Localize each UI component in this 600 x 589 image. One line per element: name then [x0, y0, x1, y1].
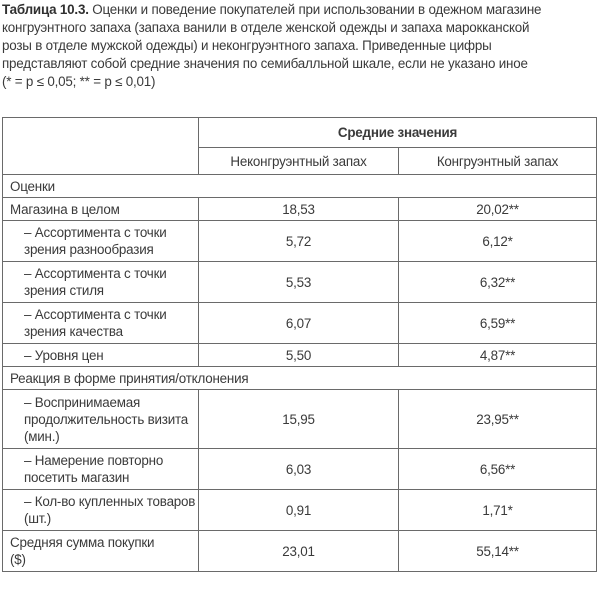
value-incongruent: 5,53: [199, 262, 399, 303]
row-label-line: – Ассортимента с точки: [24, 225, 167, 240]
value-congruent: 23,95**: [399, 390, 597, 449]
col-header-congruent: Конгруэнтный запах: [399, 148, 597, 175]
value-incongruent: 23,01: [199, 531, 399, 572]
row-label-line: ($): [10, 552, 26, 567]
value-congruent: 6,59**: [399, 303, 597, 344]
row-label-line: – Ассортимента с точки: [24, 307, 167, 322]
caption-line-1: Оценки и поведение покупателей при использовании в одежном магазине: [88, 2, 542, 17]
table-body: [3, 175, 597, 572]
table-row: [3, 262, 597, 303]
value-congruent: 6,32**: [399, 262, 597, 303]
table-caption: [2, 0, 597, 104]
row-label: [3, 449, 199, 490]
value-congruent: 55,14**: [399, 531, 597, 572]
section-row: [3, 175, 597, 198]
value-incongruent: 18,53: [199, 198, 399, 221]
section-title: Реакция в форме принятия/отклонения: [3, 367, 597, 390]
value-congruent: 1,71*: [399, 490, 597, 531]
table-row: [3, 490, 597, 531]
header-empty-cell: [3, 118, 199, 175]
row-label-line: зрения разнообразия: [24, 242, 154, 257]
value-congruent: 6,12*: [399, 221, 597, 262]
group-header: Средние значения: [199, 118, 597, 148]
value-incongruent: 6,07: [199, 303, 399, 344]
value-incongruent: 15,95: [199, 390, 399, 449]
value-congruent: 20,02**: [399, 198, 597, 221]
caption-label: Таблица 10.3.: [2, 2, 89, 17]
row-label: [3, 198, 199, 221]
value-congruent: 6,56**: [399, 449, 597, 490]
row-label-line: – Уровня цен: [24, 347, 104, 363]
row-label: [3, 344, 199, 367]
row-label-line: – Кол-во купленных товаров: [24, 494, 196, 509]
value-incongruent: 6,03: [199, 449, 399, 490]
value-incongruent: 5,72: [199, 221, 399, 262]
table-row: [3, 531, 597, 572]
table-row: [3, 303, 597, 344]
caption-line-5: (* = p ≤ 0,05; ** = p ≤ 0,01): [2, 74, 156, 89]
section-row: [3, 367, 597, 390]
row-label-line: – Воспринимаемая: [24, 394, 141, 410]
row-label-line: – Ассортимента с точки: [24, 266, 167, 281]
caption-line-3: розы в отделе мужской одежды) и неконгруэнтного запаха. Приведенные цифры: [2, 38, 492, 53]
table-row: [3, 198, 597, 221]
table-row: [3, 390, 597, 449]
section-title: Оценки: [3, 175, 597, 198]
caption-line-4: представляют собой средние значения по семибалльной шкале, если не указано иное: [2, 56, 528, 71]
row-label-line: зрения стиля: [24, 283, 104, 298]
results-table: [2, 117, 597, 572]
row-label-line: – Намерение повторно: [24, 453, 164, 468]
col-header-incongruent: Неконгруэнтный запах: [199, 148, 399, 175]
caption-line-2: конгруэнтного запаха (запаха ванили в отделе женской одежды и запаха марокканской: [2, 20, 530, 35]
row-label: [3, 531, 199, 572]
row-label-line: Средняя сумма покупки: [10, 535, 155, 550]
value-incongruent: 0,91: [199, 490, 399, 531]
row-label: [3, 390, 199, 449]
row-label-line: (мин.): [24, 428, 60, 444]
row-label: [3, 221, 199, 262]
table-row: [3, 344, 597, 367]
value-incongruent: 5,50: [199, 344, 399, 367]
row-label-line: продолжительность визита: [24, 411, 189, 427]
row-label-line: Магазина в целом: [10, 201, 120, 217]
table-row: [3, 449, 597, 490]
row-label: [3, 303, 199, 344]
row-label-line: зрения качества: [24, 324, 123, 339]
row-label-line: посетить магазин: [24, 470, 130, 485]
row-label: [3, 262, 199, 303]
table-row: [3, 221, 597, 262]
value-congruent: 4,87**: [399, 344, 597, 367]
row-label-line: (шт.): [24, 511, 52, 526]
row-label: [3, 490, 199, 531]
